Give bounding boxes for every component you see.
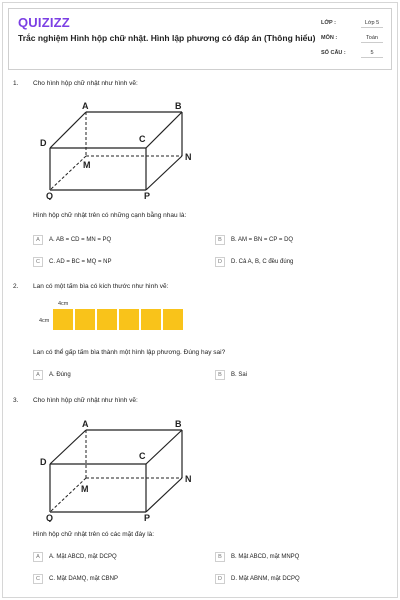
q3-option-d[interactable] <box>215 572 300 586</box>
option-text: D. Mặt ABNM, mặt DCPQ <box>231 576 300 582</box>
option-text: C. AD = BC = MQ = NP <box>49 259 112 265</box>
option-letter: A <box>33 552 43 562</box>
meta-grade-value: Lớp 5 <box>361 20 383 28</box>
option-text: A. AB = CD = MN = PQ <box>49 237 112 243</box>
q2-option-b[interactable] <box>215 368 247 382</box>
box-figure-3 <box>38 416 198 522</box>
meta-grade <box>321 18 383 33</box>
q3-option-a[interactable] <box>33 550 117 564</box>
vertex-label-b: B <box>175 101 182 111</box>
vertex-label-q: Q <box>46 191 54 200</box>
vertex-label-c: C <box>139 134 146 144</box>
q2-option-a[interactable] <box>33 368 71 382</box>
strip-top-label: 4cm <box>58 301 69 307</box>
question-text: Cho hình hộp chữ nhật như hình vẽ: <box>33 80 138 87</box>
option-text: D. Cả A, B, C đều đúng <box>231 259 294 265</box>
meta-count-value: 5 <box>361 50 383 58</box>
vertex-label-d: D <box>40 138 47 148</box>
cardboard-strip <box>53 309 185 330</box>
vertex-label-p: P <box>144 513 151 522</box>
quizizz-logo: QUIZIZZ <box>18 15 70 30</box>
q1-option-a[interactable] <box>33 233 111 247</box>
option-text: B. Sai <box>231 372 248 378</box>
option-letter: C <box>33 257 43 267</box>
quiz-meta <box>321 18 383 63</box>
meta-count-label: SỐ CÂU : <box>321 50 346 56</box>
q1-option-b[interactable] <box>215 233 293 247</box>
meta-count <box>321 48 383 63</box>
option-letter: D <box>215 574 225 584</box>
option-letter: D <box>215 257 225 267</box>
question-number: 2. <box>13 283 19 290</box>
option-text: A. Mặt ABCD, mặt DCPQ <box>49 554 117 560</box>
box-figure-1 <box>38 98 198 200</box>
strip-cell <box>75 309 96 330</box>
vertex-label-m: M <box>83 160 91 170</box>
option-letter: C <box>33 574 43 584</box>
vertex-label-p: P <box>144 191 151 200</box>
strip-side-label: 4cm <box>39 318 50 324</box>
q3-option-c[interactable] <box>33 572 118 586</box>
meta-subject-value: Toán <box>361 35 383 43</box>
question-prompt: Lan có thể gấp tấm bìa thành một hình lập phương. Đúng hay sai? <box>33 349 226 356</box>
strip-cell <box>163 309 184 330</box>
option-letter: B <box>215 552 225 562</box>
vertex-label-n: N <box>185 474 192 484</box>
option-letter: B <box>215 235 225 245</box>
vertex-label-q: Q <box>46 513 54 522</box>
q3-option-b[interactable] <box>215 550 299 564</box>
option-text: B. Mặt ABCD, mặt MNPQ <box>231 554 300 560</box>
strip-cell <box>141 309 162 330</box>
option-text: B. AM = BN = CP = DQ <box>231 237 294 243</box>
question-number: 3. <box>13 397 19 404</box>
vertex-label-a: A <box>82 419 89 429</box>
strip-cell <box>53 309 74 330</box>
vertex-label-c: C <box>139 451 146 461</box>
vertex-label-a: A <box>82 101 89 111</box>
question-text: Lan có một tấm bìa có kích thước như hình vẽ: <box>33 283 169 290</box>
meta-subject <box>321 33 383 48</box>
option-letter: A <box>33 370 43 380</box>
vertex-label-m: M <box>81 484 89 494</box>
q1-option-c[interactable] <box>33 255 112 269</box>
meta-grade-label: LỚP : <box>321 20 336 26</box>
option-letter: B <box>215 370 225 380</box>
question-prompt: Hình hộp chữ nhật trên có các mặt đáy là: <box>33 531 155 538</box>
strip-cell <box>119 309 140 330</box>
question-text: Cho hình hộp chữ nhật như hình vẽ: <box>33 397 138 404</box>
strip-cell <box>97 309 118 330</box>
meta-subject-label: MÔN : <box>321 35 338 41</box>
option-text: A. Đúng <box>49 372 71 378</box>
option-letter: A <box>33 235 43 245</box>
quiz-title: Trắc nghiệm Hình hộp chữ nhật. Hình lập phương có đáp án (Thông hiểu) <box>18 33 316 43</box>
vertex-label-n: N <box>185 152 192 162</box>
vertex-label-d: D <box>40 457 47 467</box>
q1-option-d[interactable] <box>215 255 293 269</box>
quiz-header <box>8 8 392 70</box>
vertex-label-b: B <box>175 419 182 429</box>
question-prompt: Hình hộp chữ nhật trên có những cạnh bằng nhau là: <box>33 212 187 219</box>
option-text: C. Mặt DAMQ, mặt CBNP <box>49 576 119 582</box>
question-number: 1. <box>13 80 19 87</box>
